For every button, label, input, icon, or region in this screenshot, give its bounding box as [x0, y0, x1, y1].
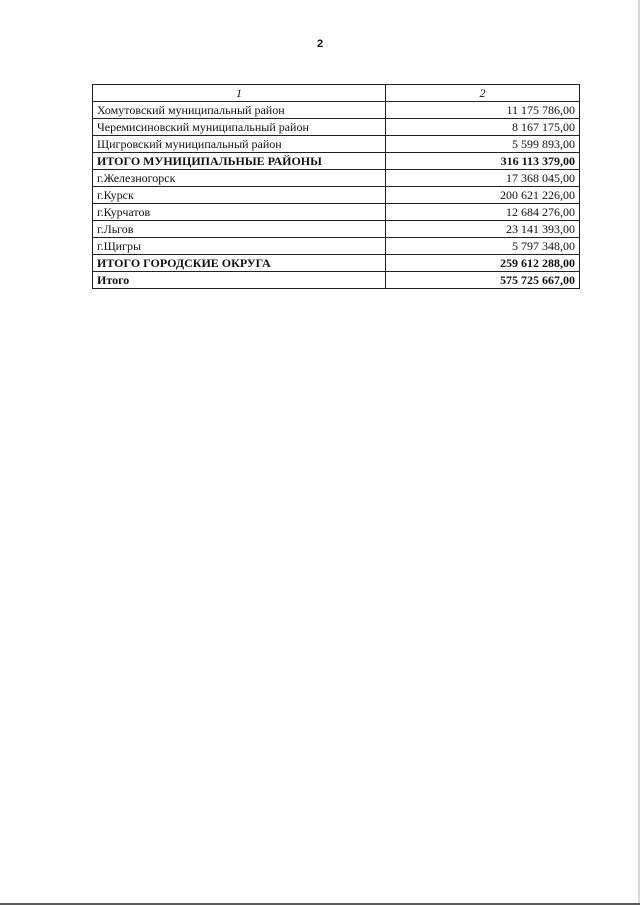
row-name: Хомутовский муниципальный район: [93, 102, 386, 119]
page-number: 2: [316, 38, 324, 50]
row-name: г.Курчатов: [93, 204, 386, 221]
table-total-row: [93, 255, 580, 272]
table-row: [93, 136, 580, 153]
column-header-1: 1: [93, 85, 386, 102]
row-value: 23 141 393,00: [386, 221, 580, 238]
row-name: ИТОГО ГОРОДСКИЕ ОКРУГА: [93, 255, 386, 272]
row-name: г.Железногорск: [93, 170, 386, 187]
table-row: [93, 187, 580, 204]
row-name: г.Льгов: [93, 221, 386, 238]
row-name: г.Щигры: [93, 238, 386, 255]
table-row: [93, 102, 580, 119]
table-total-row: [93, 272, 580, 289]
row-value: 316 113 379,00: [386, 153, 580, 170]
table-header-row: [93, 85, 580, 102]
row-name: Итого: [93, 272, 386, 289]
row-value: 11 175 786,00: [386, 102, 580, 119]
row-value: 259 612 288,00: [386, 255, 580, 272]
table-row: [93, 221, 580, 238]
column-header-2: 2: [386, 85, 580, 102]
row-value: 8 167 175,00: [386, 119, 580, 136]
row-value: 200 621 226,00: [386, 187, 580, 204]
row-value: 5 599 893,00: [386, 136, 580, 153]
table-row: [93, 170, 580, 187]
row-name: Черемисиновский муниципальный район: [93, 119, 386, 136]
row-name: ИТОГО МУНИЦИПАЛЬНЫЕ РАЙОНЫ: [93, 153, 386, 170]
table-row: [93, 204, 580, 221]
row-value: 12 684 276,00: [386, 204, 580, 221]
row-value: 17 368 045,00: [386, 170, 580, 187]
row-name: г.Курск: [93, 187, 386, 204]
table-total-row: [93, 153, 580, 170]
budget-table: [92, 84, 580, 289]
row-name: Щигровский муниципальный район: [93, 136, 386, 153]
table-row: [93, 119, 580, 136]
table-row: [93, 238, 580, 255]
row-value: 575 725 667,00: [386, 272, 580, 289]
table-body: [93, 102, 580, 289]
row-value: 5 797 348,00: [386, 238, 580, 255]
